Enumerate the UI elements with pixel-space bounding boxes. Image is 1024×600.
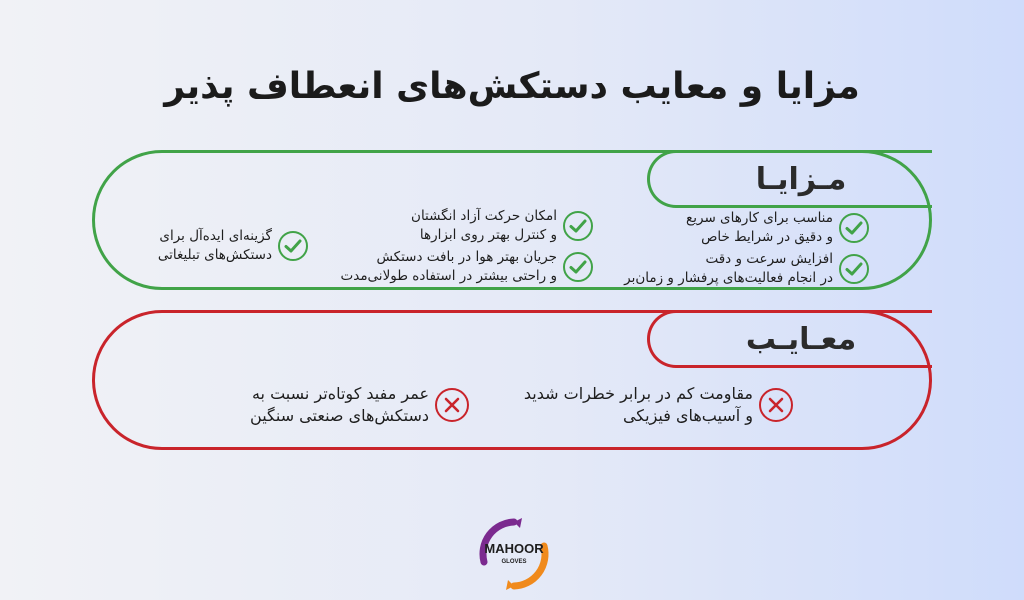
pros-item-text: امکان حرکت آزاد انگشتان و کنترل بهتر روی ابزارها: [411, 208, 557, 243]
pros-item-text: جریان بهتر هوا در بافت دستکش و راحتی بیشتر در استفاده طولانی‌مدت: [340, 249, 557, 284]
check-icon: [839, 254, 869, 284]
cons-item: [524, 383, 793, 427]
check-icon: [839, 213, 869, 243]
pros-item-text: گزینه‌ای ایده‌آل برای دستکش‌های تبلیغاتی: [157, 228, 272, 263]
brand-logo: [476, 516, 552, 592]
x-icon: [435, 388, 469, 422]
x-icon: [759, 388, 793, 422]
cons-heading: معـایـب: [647, 310, 932, 368]
check-icon: [278, 231, 308, 261]
pros-item-text: افزایش سرعت و دقت در انجام فعالیت‌های پرفشار و زمان‌بر: [624, 251, 833, 286]
logo-brand: MAHOOR: [484, 541, 544, 556]
check-icon: [563, 211, 593, 241]
cons-item-text: مقاومت کم در برابر خطرات شدید و آسیب‌های فیزیکی: [523, 384, 753, 425]
pros-panel: [92, 150, 932, 290]
check-icon: [563, 252, 593, 282]
logo-sub: GLOVES: [501, 559, 527, 565]
pros-item: [158, 227, 308, 265]
cons-item-text: عمر مفید کوتاه‌تر نسبت به دستکش‌های صنعتی سنگین: [250, 384, 429, 425]
pros-heading: مـزایـا: [647, 150, 932, 208]
page-title: مزایا و معایب دستکش‌های انعطاف پذیر: [164, 66, 860, 107]
cons-panel: [92, 310, 932, 450]
pros-item: [411, 207, 593, 245]
pros-item-text: مناسب برای کارهای سریع و دقیق در شرایط خاص: [686, 210, 833, 245]
pros-item: [624, 250, 869, 288]
pros-item: [341, 248, 593, 286]
pros-item: [686, 209, 869, 247]
cons-item: [250, 383, 469, 427]
